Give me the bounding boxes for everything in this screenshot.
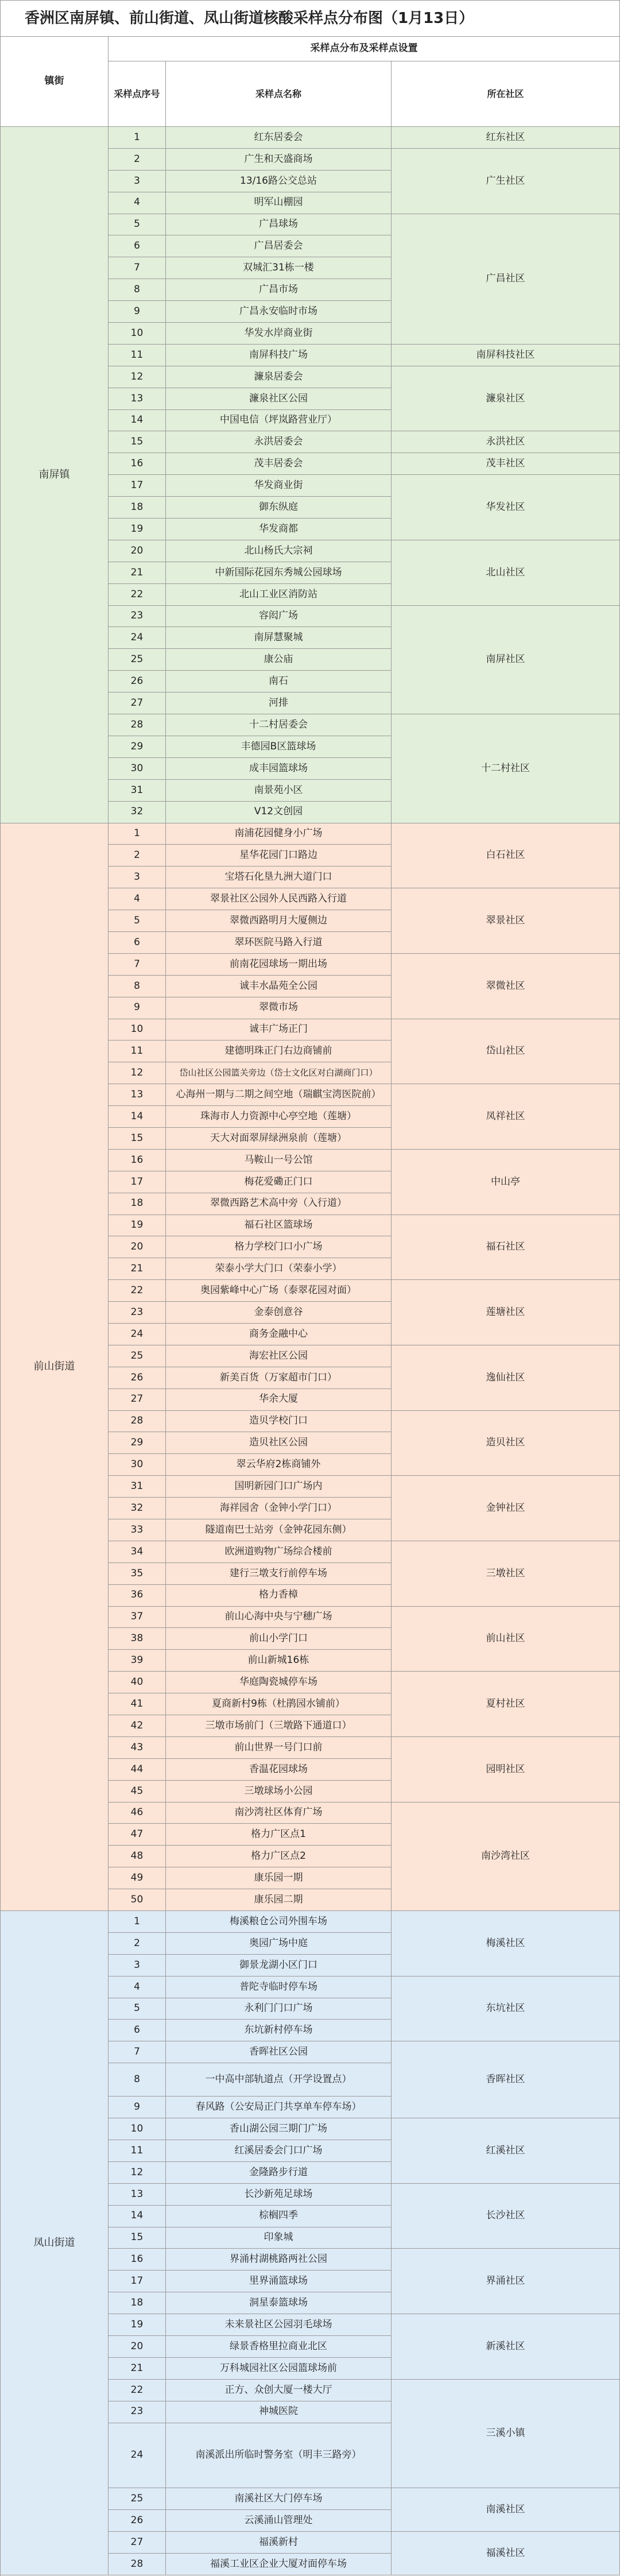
sample-point-number: 28: [108, 1411, 166, 1433]
sample-point-name: 格力学校门口小广场: [166, 1236, 392, 1258]
community-name: 造贝社区: [392, 1411, 620, 1476]
sample-point-name: 翠微西路艺术高中旁（入行道）: [166, 1193, 392, 1215]
sample-point-name: 奥园紫峰中心广场（泰翠花园对面）: [166, 1280, 392, 1302]
sample-point-name: 神城医院: [166, 2401, 392, 2423]
sample-point-number: 9: [108, 301, 166, 323]
sample-point-name: 华发商都: [166, 519, 392, 540]
sample-point-number: 23: [108, 2401, 166, 2423]
sample-point-number: 25: [108, 1345, 166, 1367]
sample-point-name: 奥园广场中庭: [166, 1933, 392, 1955]
sample-point-name: 绿景香格里拉商业北区: [166, 2336, 392, 2358]
community-name: 南溪社区: [392, 2488, 620, 2532]
community-name: 金钟社区: [392, 1476, 620, 1541]
sample-point-name: 新美百货（万家超市门口）: [166, 1367, 392, 1389]
sample-point-number: 26: [108, 671, 166, 693]
sample-point-name: 欧洲道购物广场综合楼前: [166, 1541, 392, 1563]
sample-point-name: 前山新城16栋: [166, 1650, 392, 1672]
sample-point-name: 双城汇31栋一楼: [166, 257, 392, 279]
sample-point-name: 华庭陶瓷城停车场: [166, 1672, 392, 1693]
sample-point-number: 22: [108, 2380, 166, 2401]
sample-point-number: 21: [108, 1258, 166, 1280]
sample-point-number: 33: [108, 1519, 166, 1541]
community-name: 三墩社区: [392, 1541, 620, 1607]
sample-point-name: 东坑新村停车场: [166, 2020, 392, 2041]
sample-point-number: 32: [108, 802, 166, 823]
town-name: 南屏镇: [1, 127, 108, 823]
sample-point-number: 15: [108, 1128, 166, 1150]
sample-point-name: 前山心海中央与宁穗广场: [166, 1607, 392, 1629]
sample-point-number: 5: [108, 214, 166, 236]
community-name: 南屏社区: [392, 606, 620, 714]
sample-point-name: 荣泰小学大门口（荣泰小学）: [166, 1258, 392, 1280]
community-name: 南屏科技社区: [392, 345, 620, 366]
sample-point-name: 河排: [166, 693, 392, 714]
sample-point-name: 隧道南巴士站旁（金钟花园东侧）: [166, 1519, 392, 1541]
sample-point-name: 棕榈四季: [166, 2206, 392, 2227]
sample-point-name: 南屏慧聚城: [166, 627, 392, 649]
sample-point-number: 6: [108, 2020, 166, 2041]
sample-point-number: 25: [108, 2488, 166, 2510]
sample-point-number: 19: [108, 1215, 166, 1237]
sample-point-number: 17: [108, 2271, 166, 2292]
sample-point-name: 梅花爱磡正门口: [166, 1171, 392, 1193]
column-header-group: 采样点分布及采样点设置: [108, 37, 620, 61]
sample-point-name: 中国电信（坪岚路营业厅）: [166, 410, 392, 432]
sample-point-name: 南景苑小区: [166, 780, 392, 802]
sample-point-number: 21: [108, 2358, 166, 2380]
sample-point-number: 1: [108, 823, 166, 845]
sample-point-name: 红溪居委会门口广场: [166, 2140, 392, 2162]
sample-point-name: 翠微市场: [166, 997, 392, 1019]
sample-point-number: 20: [108, 540, 166, 562]
sample-point-number: 7: [108, 2041, 166, 2063]
sample-point-number: 10: [108, 323, 166, 345]
community-name: 新溪社区: [392, 2314, 620, 2380]
sample-point-number: 19: [108, 519, 166, 540]
sample-point-number: 7: [108, 257, 166, 279]
sample-point-name: 前山小学门口: [166, 1628, 392, 1650]
sample-point-number: 8: [108, 976, 166, 997]
community-name: 福石社区: [392, 1215, 620, 1281]
sample-point-number: 34: [108, 1541, 166, 1563]
sample-point-number: 30: [108, 1454, 166, 1476]
sample-point-name: 云溪涌山管理处: [166, 2510, 392, 2532]
community-name: 红溪社区: [392, 2118, 620, 2184]
column-header-community: 所在社区: [392, 61, 620, 127]
sample-point-number: 29: [108, 1432, 166, 1454]
sample-point-name: 翠环医院马路入行道: [166, 932, 392, 954]
sample-point-number: 25: [108, 649, 166, 671]
sample-point-number: 11: [108, 345, 166, 366]
sample-point-number: 2: [108, 845, 166, 867]
sample-point-name: 前山世界一号门口前: [166, 1737, 392, 1759]
community-name: 中山亭: [392, 1150, 620, 1215]
community-name: 广生社区: [392, 149, 620, 214]
sample-point-name: 格力广区点2: [166, 1846, 392, 1867]
sample-point-name: 格力广区点1: [166, 1824, 392, 1846]
sample-point-name: 岱山社区公园篮关旁边（岱士文化区对白湖商门口）: [166, 1062, 392, 1084]
sample-point-number: 28: [108, 714, 166, 736]
sample-point-name: 界涌村湖桃路两社公园: [166, 2249, 392, 2271]
sample-point-name: 香晖社区公园: [166, 2041, 392, 2063]
sample-point-name: 广昌球场: [166, 214, 392, 236]
sample-point-name: 北山杨氏大宗祠: [166, 540, 392, 562]
sample-point-number: 40: [108, 1672, 166, 1693]
sample-point-name: 红东居委会: [166, 127, 392, 149]
sample-point-number: 29: [108, 736, 166, 758]
community-name: 岱山社区: [392, 1019, 620, 1085]
sample-point-name: 海祥园舍（金钟小学门口）: [166, 1498, 392, 1519]
sample-point-number: 13: [108, 2184, 166, 2206]
sample-point-name: 宝塔石化垦九洲大道门口: [166, 867, 392, 888]
sample-point-number: 42: [108, 1715, 166, 1737]
sample-point-name: 南浦花园健身小广场: [166, 823, 392, 845]
sample-point-name: 康公庙: [166, 649, 392, 671]
sample-point-number: 3: [108, 171, 166, 192]
sample-point-number: 18: [108, 1193, 166, 1215]
sample-point-number: 10: [108, 1019, 166, 1041]
sample-point-number: 43: [108, 1737, 166, 1759]
sample-point-number: 39: [108, 1650, 166, 1672]
sample-point-number: 44: [108, 1759, 166, 1781]
sample-point-name: 金泰创意谷: [166, 1302, 392, 1324]
sample-point-name: 万科城园社区公园篮球场前: [166, 2358, 392, 2380]
sample-point-name: 南溪派出所临时警务室（明丰三路旁）: [166, 2423, 392, 2489]
community-name: 永洪社区: [392, 431, 620, 453]
sample-point-number: 1: [108, 127, 166, 149]
sample-point-name: 春风路（公安局正门共享单车停车场）: [166, 2097, 392, 2118]
sample-point-name: 广昌永安临时市场: [166, 301, 392, 323]
sample-point-name: 造贝社区公园: [166, 1432, 392, 1454]
sample-point-number: 1: [108, 1911, 166, 1933]
sample-point-number: 27: [108, 2532, 166, 2554]
sample-point-name: 诚丰水晶苑全公园: [166, 976, 392, 997]
sample-point-name: 广生和天盛商场: [166, 149, 392, 171]
community-name: 凤祥社区: [392, 1084, 620, 1150]
sample-point-number: 13: [108, 388, 166, 410]
sample-point-number: 19: [108, 2314, 166, 2336]
sample-point-number: 21: [108, 562, 166, 584]
community-name: 福溪社区: [392, 2532, 620, 2575]
sample-point-number: 26: [108, 2510, 166, 2532]
sample-point-number: 22: [108, 584, 166, 606]
sample-point-number: 16: [108, 2249, 166, 2271]
sample-point-name: 永利门门口广场: [166, 1998, 392, 2020]
sample-point-number: 18: [108, 497, 166, 519]
sample-point-name: 香温花园球场: [166, 1759, 392, 1781]
community-name: 广昌社区: [392, 214, 620, 345]
sample-point-name: 福溪新村: [166, 2532, 392, 2554]
sample-point-number: 5: [108, 1998, 166, 2020]
sample-point-number: 23: [108, 1302, 166, 1324]
sample-point-name: 格力香樟: [166, 1585, 392, 1607]
sample-point-number: 31: [108, 780, 166, 802]
sample-point-number: 3: [108, 1955, 166, 1977]
sample-point-number: 50: [108, 1889, 166, 1911]
sample-point-name: 三墩市场前门（三墩路下通道口）: [166, 1715, 392, 1737]
community-name: 逸仙社区: [392, 1345, 620, 1411]
sample-point-number: 6: [108, 932, 166, 954]
sample-point-number: 14: [108, 410, 166, 432]
community-name: 十二村社区: [392, 714, 620, 823]
sample-point-name: 南沙湾社区体育广场: [166, 1803, 392, 1824]
sample-point-name: 明军山棚园: [166, 192, 392, 214]
community-name: 界涌社区: [392, 2249, 620, 2314]
sample-point-name: 康乐园二期: [166, 1889, 392, 1911]
column-header-name: 采样点名称: [166, 61, 392, 127]
sample-point-number: 11: [108, 2140, 166, 2162]
sample-point-name: 南溪社区大门停车场: [166, 2488, 392, 2510]
sample-point-name: 南屏科技广场: [166, 345, 392, 366]
sample-point-name: 十二村居委会: [166, 714, 392, 736]
sample-point-name: 福石社区篮球场: [166, 1215, 392, 1237]
town-name: 凤山街道: [1, 1911, 108, 2575]
sample-point-name: 成丰园篮球场: [166, 758, 392, 780]
sample-point-number: 8: [108, 279, 166, 301]
sample-point-name: 中新国际花园东秀城公园球场: [166, 562, 392, 584]
community-name: 香晖社区: [392, 2041, 620, 2118]
sample-point-number: 4: [108, 192, 166, 214]
community-name: 莲塘社区: [392, 1280, 620, 1345]
sample-point-name: 未来景社区公园羽毛球场: [166, 2314, 392, 2336]
sample-point-name: 华发水岸商业街: [166, 323, 392, 345]
community-name: 濂泉社区: [392, 366, 620, 432]
community-name: 夏村社区: [392, 1672, 620, 1737]
sample-point-number: 12: [108, 366, 166, 388]
sample-point-name: 香山湖公园三期门广场: [166, 2118, 392, 2140]
community-name: 南沙湾社区: [392, 1803, 620, 1911]
sample-point-name: 建德明珠正门右边商铺前: [166, 1041, 392, 1062]
sample-point-name: 一中高中部轨道点（开学设置点）: [166, 2063, 392, 2097]
sample-point-number: 16: [108, 1150, 166, 1171]
sample-point-name: 广昌居委会: [166, 235, 392, 257]
sample-point-name: 翠云华府2栋商铺外: [166, 1454, 392, 1476]
sample-point-name: 商务金融中心: [166, 1324, 392, 1345]
community-name: 白石社区: [392, 823, 620, 889]
sample-point-number: 6: [108, 235, 166, 257]
sample-point-number: 38: [108, 1628, 166, 1650]
sample-point-number: 30: [108, 758, 166, 780]
community-name: 东坑社区: [392, 1977, 620, 2042]
sample-point-name: 华余大厦: [166, 1389, 392, 1411]
sample-point-name: 13/16路公交总站: [166, 171, 392, 192]
community-name: 长沙社区: [392, 2184, 620, 2249]
sample-point-number: 48: [108, 1846, 166, 1867]
sample-point-number: 2: [108, 149, 166, 171]
sample-point-number: 15: [108, 2227, 166, 2249]
sample-point-name: 普陀寺临时停车场: [166, 1977, 392, 1998]
sample-point-number: 10: [108, 2118, 166, 2140]
sample-point-number: 28: [108, 2554, 166, 2575]
community-name: 翠微社区: [392, 954, 620, 1019]
sample-point-number: 24: [108, 1324, 166, 1345]
sample-point-name: 茂丰居委会: [166, 453, 392, 475]
community-name: 三溪小镇: [392, 2380, 620, 2489]
sample-point-name: V12文创园: [166, 802, 392, 823]
sample-point-number: 7: [108, 954, 166, 976]
sample-point-number: 24: [108, 2423, 166, 2489]
sample-point-name: 建行三墩支行前停车场: [166, 1563, 392, 1585]
sample-point-name: 翠微西路明月大厦侧边: [166, 910, 392, 932]
sample-point-number: 24: [108, 627, 166, 649]
sample-point-number: 41: [108, 1693, 166, 1715]
sample-point-number: 31: [108, 1476, 166, 1498]
sample-point-number: 4: [108, 888, 166, 910]
sample-point-number: 16: [108, 453, 166, 475]
sample-point-name: 星华花园门口路边: [166, 845, 392, 867]
sample-point-number: 12: [108, 2162, 166, 2184]
sample-point-name: 容闳广场: [166, 606, 392, 628]
sample-point-number: 9: [108, 997, 166, 1019]
sample-point-name: 印象城: [166, 2227, 392, 2249]
sample-point-name: 造贝学校门口: [166, 1411, 392, 1433]
sample-point-name: 南石: [166, 671, 392, 693]
community-name: 翠景社区: [392, 888, 620, 954]
sample-point-number: 23: [108, 606, 166, 628]
sample-point-name: 洞星泰篮球场: [166, 2292, 392, 2314]
sample-point-number: 2: [108, 1933, 166, 1955]
sample-point-number: 3: [108, 867, 166, 888]
sample-point-name: 御东纵庭: [166, 497, 392, 519]
sample-point-number: 13: [108, 1084, 166, 1106]
sample-point-name: 翠景社区公园外人民西路入行道: [166, 888, 392, 910]
sample-point-number: 37: [108, 1607, 166, 1629]
sample-point-name: 夏商新村9栋（杜鹃园水铺前）: [166, 1693, 392, 1715]
sample-point-number: 49: [108, 1867, 166, 1889]
sample-point-number: 32: [108, 1498, 166, 1519]
sample-point-number: 8: [108, 2063, 166, 2097]
sample-point-name: 广昌市场: [166, 279, 392, 301]
sample-point-number: 47: [108, 1824, 166, 1846]
sample-point-name: 国明新园门口广场内: [166, 1476, 392, 1498]
community-name: 红东社区: [392, 127, 620, 149]
community-name: 茂丰社区: [392, 453, 620, 475]
sample-point-number: 14: [108, 1106, 166, 1128]
sample-point-number: 36: [108, 1585, 166, 1607]
sample-point-name: 马鞍山一号公馆: [166, 1150, 392, 1171]
sample-point-number: 14: [108, 2206, 166, 2227]
sample-point-number: 27: [108, 693, 166, 714]
sample-point-name: 里界涌篮球场: [166, 2271, 392, 2292]
sample-point-number: 20: [108, 1236, 166, 1258]
sample-point-name: 梅溪粮仓公司外围车场: [166, 1911, 392, 1933]
sample-point-name: 濂泉社区公园: [166, 388, 392, 410]
sample-point-name: 濂泉居委会: [166, 366, 392, 388]
sample-point-name: 华发商业街: [166, 475, 392, 497]
column-header-number: 采样点序号: [108, 61, 166, 127]
sample-point-number: 4: [108, 1977, 166, 1998]
community-name: 前山社区: [392, 1607, 620, 1672]
sample-point-name: 丰德园B区篮球场: [166, 736, 392, 758]
sample-point-name: 金隆路步行道: [166, 2162, 392, 2184]
sample-point-number: 27: [108, 1389, 166, 1411]
sample-point-name: 御景龙湖小区门口: [166, 1955, 392, 1977]
page-title: 香洲区南屏镇、前山街道、凤山街道核酸采样点分布图（1月13日）: [1, 1, 620, 37]
sample-point-number: 26: [108, 1367, 166, 1389]
sample-point-number: 11: [108, 1041, 166, 1062]
community-name: 北山社区: [392, 540, 620, 606]
column-header-town: 镇街: [1, 37, 108, 127]
sample-point-name: 三墩球场小公园: [166, 1781, 392, 1803]
sample-point-number: 17: [108, 1171, 166, 1193]
sample-point-name: 长沙新苑足球场: [166, 2184, 392, 2206]
sample-point-name: 福溪工业区企业大厦对面停车场: [166, 2554, 392, 2575]
community-name: 华发社区: [392, 475, 620, 540]
sample-point-number: 46: [108, 1803, 166, 1824]
sample-point-name: 诚丰广场正门: [166, 1019, 392, 1041]
sample-point-number: 5: [108, 910, 166, 932]
sample-point-number: 18: [108, 2292, 166, 2314]
sample-point-number: 45: [108, 1781, 166, 1803]
sample-point-name: 珠海市人力资源中心亭空地（莲塘）: [166, 1106, 392, 1128]
town-name: 前山街道: [1, 823, 108, 1912]
sample-point-name: 天大对面翠屏绿洲泉前（莲塘）: [166, 1128, 392, 1150]
community-name: 梅溪社区: [392, 1911, 620, 1977]
community-name: 园明社区: [392, 1737, 620, 1803]
sample-point-name: 正方、众创大厦一楼大厅: [166, 2380, 392, 2401]
sample-point-number: 15: [108, 431, 166, 453]
sample-point-number: 20: [108, 2336, 166, 2358]
sample-point-number: 9: [108, 2097, 166, 2118]
sample-point-name: 康乐园一期: [166, 1867, 392, 1889]
sample-point-number: 22: [108, 1280, 166, 1302]
sample-point-number: 12: [108, 1062, 166, 1084]
sample-point-name: 心海州一期与二期之间空地（瑞麒宝湾医院前）: [166, 1084, 392, 1106]
sample-point-number: 35: [108, 1563, 166, 1585]
sample-point-number: 17: [108, 475, 166, 497]
sample-point-name: 海宏社区公园: [166, 1345, 392, 1367]
sample-point-name: 前南花园球场一期出场: [166, 954, 392, 976]
sample-point-name: 北山工业区消防站: [166, 584, 392, 606]
sample-point-name: 永洪居委会: [166, 431, 392, 453]
